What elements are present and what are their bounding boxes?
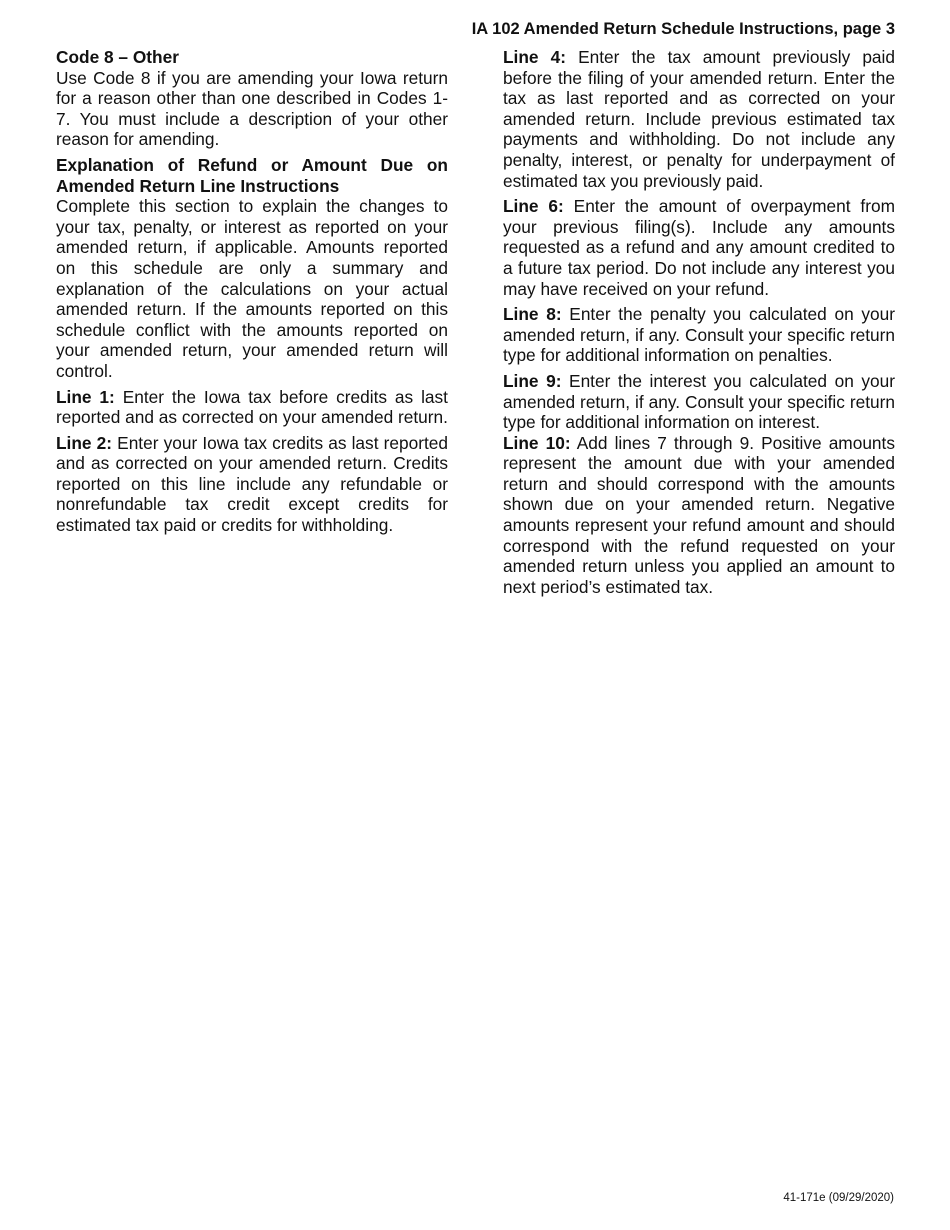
explanation-paragraph: Complete this section to explain the changes to your tax, penalty, or interest as reported on your amended return, if applicable. Amounts reported on this schedule are only a summary and explanation of the calculations on your actual amended return. If the amounts reported on this schedule conflict with the amounts reported on your amended return, your amended return will control. <box>56 196 448 381</box>
line6-instruction <box>503 196 895 299</box>
line1-text: Enter the Iowa tax before credits as last reported and as corrected on your amended return. <box>56 386 448 428</box>
line2-instruction <box>56 433 448 536</box>
line1-instruction <box>56 387 448 428</box>
left-column <box>56 47 448 541</box>
explanation-heading: Explanation of Refund or Amount Due on Amended Return Line Instructions <box>56 154 448 196</box>
line9-label: Line 9: <box>503 370 562 391</box>
line8-text: Enter the penalty you calculated on your amended return, if any. Consult your specific return type for additional information on penalties. <box>503 304 895 366</box>
line4-label: Line 4: <box>503 47 566 67</box>
line9-instruction <box>503 371 895 433</box>
form-revision-id: 41-171e (09/29/2020) <box>783 1192 894 1204</box>
line4-instruction <box>503 47 895 191</box>
line6-text: Enter the amount of overpayment from your previous filing(s). Include any amounts requested as a refund and any amount credited to a future tax period. Do not include any interest you may have received on your refund. <box>503 196 895 299</box>
line9-text: Enter the interest you calculated on your amended return, if any. Consult your specific return type for additional information on interest. <box>503 370 895 433</box>
right-column <box>503 47 895 602</box>
line10-text: Add lines 7 through 9. Positive amounts represent the amount due with your amended return and should correspond with the amounts shown due on your amended return. Negative amounts represent your refund amount and should correspond with the refund requested on your amended return unless you applied an amount to next period’s estimated tax. <box>503 432 895 597</box>
line1-label: Line 1: <box>56 386 115 407</box>
line2-label: Line 2: <box>56 432 113 453</box>
line10-instruction <box>503 433 895 598</box>
page-title: IA 102 Amended Return Schedule Instructions, page 3 <box>471 20 895 38</box>
line8-instruction <box>503 304 895 366</box>
line10-label: Line 10: <box>503 432 571 453</box>
code8-paragraph: Use Code 8 if you are amending your Iowa return for a reason other than one described in Codes 1-7. You must include a description of your other reason for amending. <box>56 67 448 150</box>
line6-label: Line 6: <box>503 196 564 217</box>
code8-heading: Code 8 – Other <box>56 47 179 67</box>
line2-text: Enter your Iowa tax credits as last reported and as corrected on your amended return. Credits reported on this line include any refundable or nonrefundable tax credit except credits for estimated tax paid or credits for withholding. <box>56 432 448 536</box>
line8-label: Line 8: <box>503 304 562 325</box>
line4-text: Enter the tax amount previously paid before the filing of your amended return. Enter the tax as last reported and as corrected on your amended return. Include previous estimated tax payments and withholding. Do not include any penalty, interest, or penalty for underpayment of estimated tax you previously paid. <box>503 47 895 191</box>
